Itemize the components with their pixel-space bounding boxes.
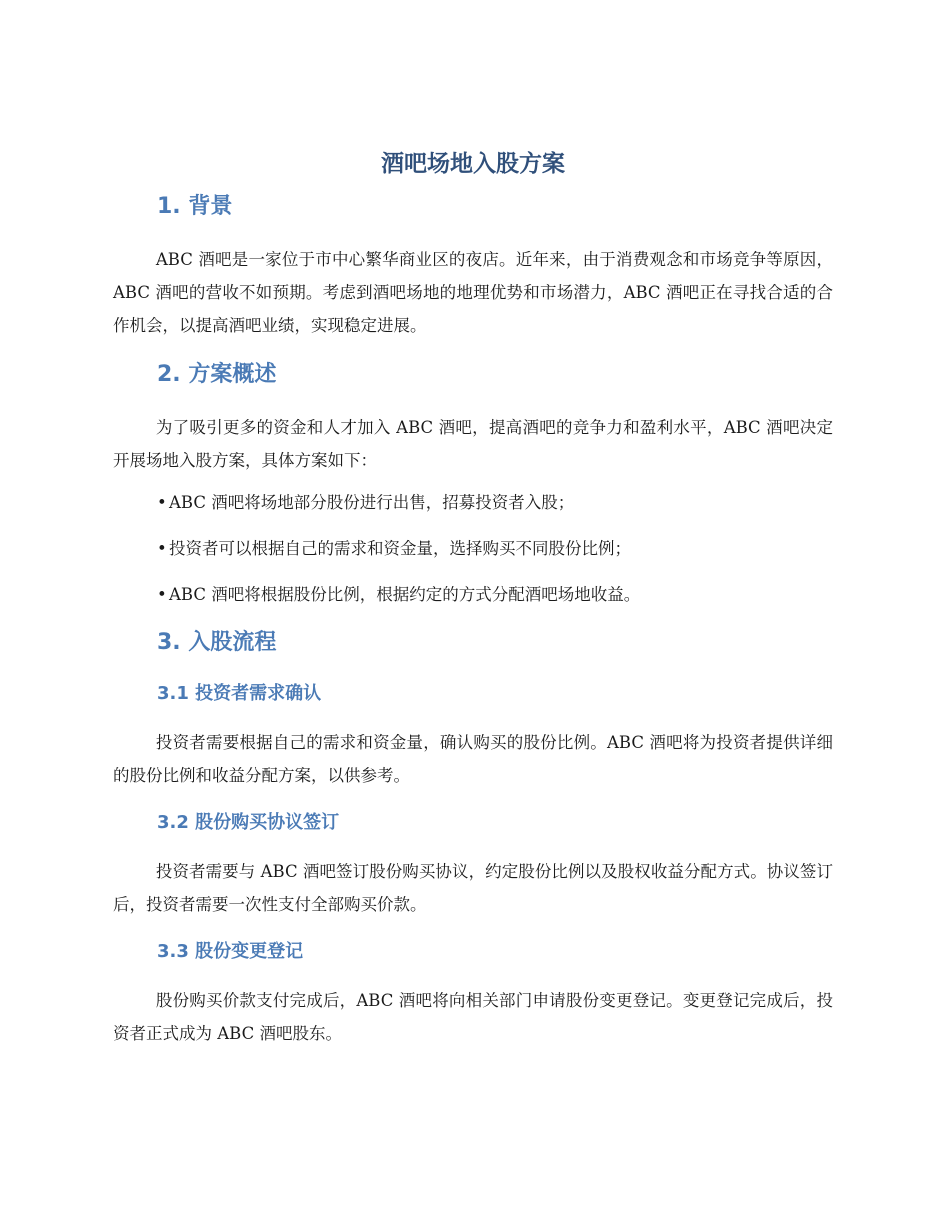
bullet-text: ABC 酒吧将根据股份比例，根据约定的方式分配酒吧场地收益。 — [169, 585, 641, 604]
bullet-marker: • — [157, 585, 167, 604]
bullet-item — [113, 532, 833, 565]
bullet-marker: • — [157, 493, 167, 512]
subsection-heading-share-registration: 3.3 股份变更登记 — [157, 941, 304, 962]
bullet-marker: • — [157, 539, 167, 558]
section-heading-process: 3. 入股流程 — [157, 630, 277, 655]
document-title: 酒吧场地入股方案 — [381, 151, 565, 177]
bullet-text: ABC 酒吧将场地部分股份进行出售，招募投资者入股； — [169, 493, 575, 512]
section-heading-overview: 2. 方案概述 — [157, 362, 277, 387]
purchase-agreement-paragraph: 投资者需要与 ABC 酒吧签订股份购买协议，约定股份比例以及股权收益分配方式。协议签订后，投资者需要一次性支付全部购买价款。 — [113, 862, 833, 914]
bullet-text: 投资者可以根据自己的需求和资金量，选择购买不同股份比例； — [169, 539, 631, 558]
subsection-heading-purchase-agreement: 3.2 股份购买协议签订 — [157, 812, 340, 833]
share-registration-paragraph: 股份购买价款支付完成后，ABC 酒吧将向相关部门申请股份变更登记。变更登记完成后，投资者正式成为 ABC 酒吧股东。 — [113, 991, 833, 1043]
investor-confirmation-paragraph: 投资者需要根据自己的需求和资金量，确认购买的股份比例。ABC 酒吧将为投资者提供详细的股份比例和收益分配方案，以供参考。 — [113, 733, 833, 785]
bullet-item — [113, 486, 833, 519]
background-paragraph: ABC 酒吧是一家位于市中心繁华商业区的夜店。近年来，由于消费观念和市场竞争等原因，ABC 酒吧的营收不如预期。考虑到酒吧场地的地理优势和市场潜力，ABC 酒吧正在寻找合适的合作机会，以提高酒吧业绩，实现稳定进展。 — [113, 250, 833, 335]
overview-paragraph: 为了吸引更多的资金和人才加入 ABC 酒吧，提高酒吧的竞争力和盈利水平，ABC 酒吧决定开展场地入股方案，具体方案如下： — [113, 418, 833, 470]
section-heading-background: 1. 背景 — [157, 194, 233, 219]
bullet-item — [113, 578, 833, 611]
subsection-heading-investor-confirmation: 3.1 投资者需求确认 — [157, 683, 322, 704]
document-body — [113, 146, 833, 1050]
